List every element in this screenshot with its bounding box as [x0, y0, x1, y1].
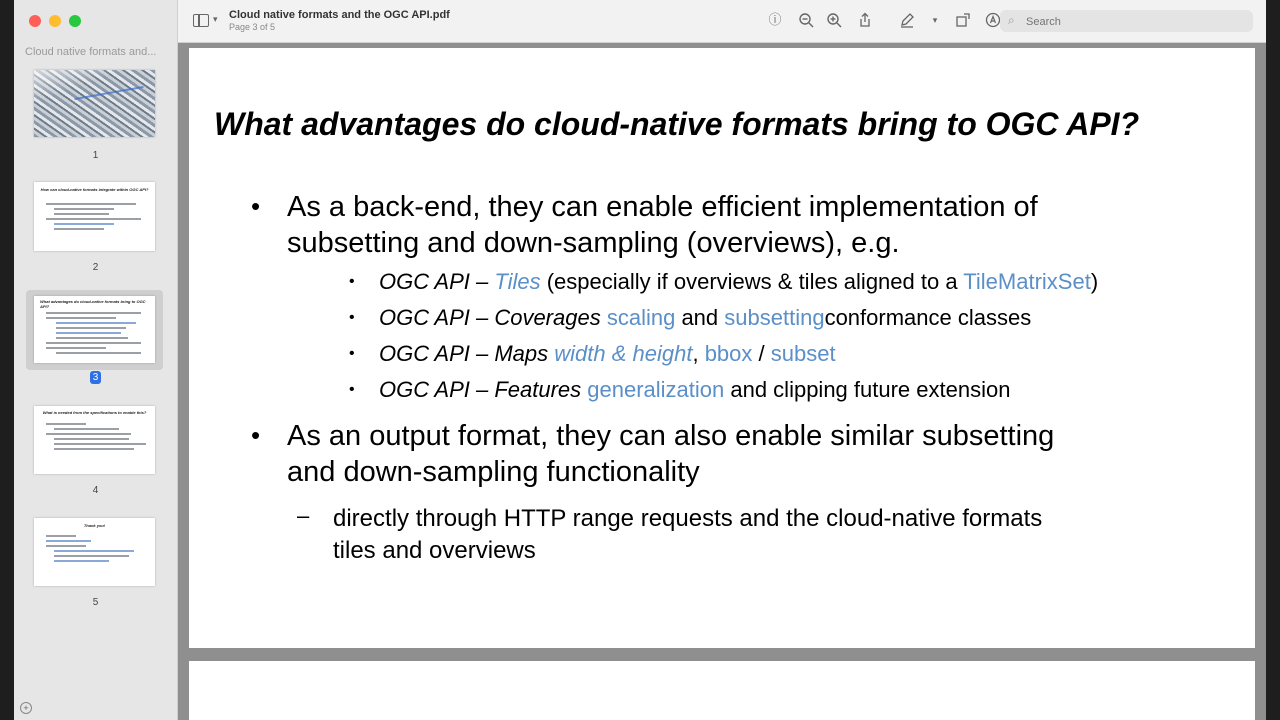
- pdf-page-3: [189, 48, 1255, 648]
- zoom-in-icon[interactable]: [826, 12, 842, 28]
- annotate-icon[interactable]: [985, 12, 1001, 28]
- add-icon[interactable]: +: [20, 702, 32, 714]
- sub-bullet-coverages-prefix: OGC API – Coverages: [379, 305, 607, 330]
- sidebar-title: Cloud native formats and...: [25, 46, 157, 58]
- sub-bullet-features-suffix: and clipping future extension: [724, 377, 1011, 402]
- sub-bullet-maps-comma: ,: [692, 341, 705, 366]
- toolbar: [178, 0, 1266, 43]
- sub-bullet-coverages-and: and: [675, 305, 725, 330]
- thumb-number-3: [14, 372, 177, 383]
- search-box[interactable]: [1000, 10, 1253, 32]
- thumb-number-2: 2: [92, 262, 99, 273]
- scaling-link[interactable]: scaling: [606, 305, 676, 330]
- chevron-down-icon[interactable]: ▾: [932, 15, 938, 25]
- search-input[interactable]: [1024, 10, 1248, 34]
- page-thumbnail-1[interactable]: [34, 70, 155, 137]
- document-view[interactable]: [178, 43, 1266, 720]
- page-thumbnail-2[interactable]: [34, 182, 155, 251]
- markup-pen-icon[interactable]: [899, 12, 915, 28]
- sub-bullet-tiles: [379, 269, 1098, 295]
- thumb-2-title: How can cloud-native formats integrate within OGC API?: [40, 187, 149, 192]
- sub-bullet-coverages-suffix: conformance classes: [824, 305, 1032, 330]
- pdf-page-4-partial: [189, 661, 1255, 720]
- bullet-2-line-1: As an output format, they can also enable similar subsetting: [287, 420, 1055, 452]
- sub-bullet-maps-prefix: OGC API – Maps: [379, 341, 555, 366]
- sub-bullet-tiles-suffix: ): [1090, 269, 1099, 294]
- selected-page-badge: 3: [90, 371, 102, 384]
- subset-link[interactable]: subset: [770, 341, 836, 366]
- minimize-button[interactable]: [49, 15, 61, 27]
- thumb-3-title: What advantages do cloud-native formats bring to OGC API?: [40, 299, 146, 309]
- bbox-link[interactable]: bbox: [704, 341, 753, 366]
- tiles-link[interactable]: Tiles: [494, 269, 541, 294]
- sub-bullet-features-prefix: OGC API – Features: [379, 377, 588, 402]
- thumb-number-1: 1: [92, 150, 99, 161]
- thumb-4-title: What is needed from the specifications to enable this?: [42, 410, 147, 415]
- sub-bullet-dot: •: [349, 381, 355, 398]
- sub-bullet-dot: •: [349, 273, 355, 290]
- thumb-number-5: 5: [92, 597, 99, 608]
- sub-bullet-features: [379, 377, 1010, 403]
- bullet-1-line-1: As a back-end, they can enable efficient implementation of: [287, 191, 1038, 223]
- subsetting-link[interactable]: subsetting: [724, 305, 825, 330]
- page-thumbnail-3[interactable]: [34, 296, 155, 363]
- info-icon[interactable]: ⓘ: [768, 12, 782, 27]
- bullet-2-text: [287, 418, 1054, 490]
- thumb-5-title: Thank you!: [83, 523, 106, 528]
- chevron-down-icon[interactable]: ▾: [213, 14, 218, 24]
- dash-bullet-line-2: tiles and overviews: [333, 537, 536, 564]
- tilematrixset-link[interactable]: TileMatrixSet: [963, 269, 1091, 294]
- bullet-dot: •: [251, 191, 261, 221]
- thumb-3-lines: [40, 309, 147, 354]
- thumb-number-4: 4: [92, 485, 99, 496]
- sidebar: [14, 0, 178, 720]
- sub-bullet-maps-slash: /: [752, 341, 771, 366]
- preview-window: [14, 0, 1266, 720]
- slide-title: What advantages do cloud-native formats bring to OGC API?: [214, 106, 1140, 142]
- bullet-1-text: [287, 189, 1038, 261]
- dash-bullet: –: [297, 503, 310, 528]
- page-thumbnail-4[interactable]: [34, 406, 155, 474]
- bullet-2-line-2: and down-sampling functionality: [287, 456, 700, 488]
- zoom-button[interactable]: [69, 15, 81, 27]
- generalization-link[interactable]: generalization: [587, 377, 725, 402]
- sub-bullet-tiles-text: (especially if overviews & tiles aligned to a: [540, 269, 964, 294]
- dash-bullet-text: [333, 503, 1042, 567]
- share-icon[interactable]: [857, 12, 873, 28]
- thumb-5-lines: [40, 532, 147, 562]
- window-controls: [29, 15, 81, 27]
- page-thumbnail-5[interactable]: [34, 518, 155, 586]
- thumb-4-lines: [40, 420, 147, 450]
- satellite-image: [34, 70, 155, 137]
- sub-bullet-dot: •: [349, 309, 355, 326]
- thumb-2-lines: [40, 200, 147, 230]
- sub-bullet-maps: [379, 341, 836, 367]
- search-icon: ⌕: [1008, 13, 1015, 27]
- sub-bullet-dot: •: [349, 345, 355, 362]
- width-height-link[interactable]: width & height: [554, 341, 693, 366]
- document-title: Cloud native formats and the OGC API.pdf: [229, 9, 450, 21]
- rotate-icon[interactable]: [955, 12, 971, 28]
- sidebar-toggle-icon[interactable]: [193, 14, 209, 27]
- sub-bullet-coverages: [379, 305, 1031, 331]
- close-button[interactable]: [29, 15, 41, 27]
- sub-bullet-tiles-prefix: OGC API –: [379, 269, 495, 294]
- bullet-dot: •: [251, 420, 261, 450]
- zoom-out-icon[interactable]: [798, 12, 814, 28]
- dash-bullet-line-1: directly through HTTP range requests and the cloud-native formats: [333, 505, 1043, 532]
- page-indicator: Page 3 of 5: [229, 22, 276, 32]
- bullet-1-line-2: subsetting and down-sampling (overviews), e.g.: [287, 227, 900, 259]
